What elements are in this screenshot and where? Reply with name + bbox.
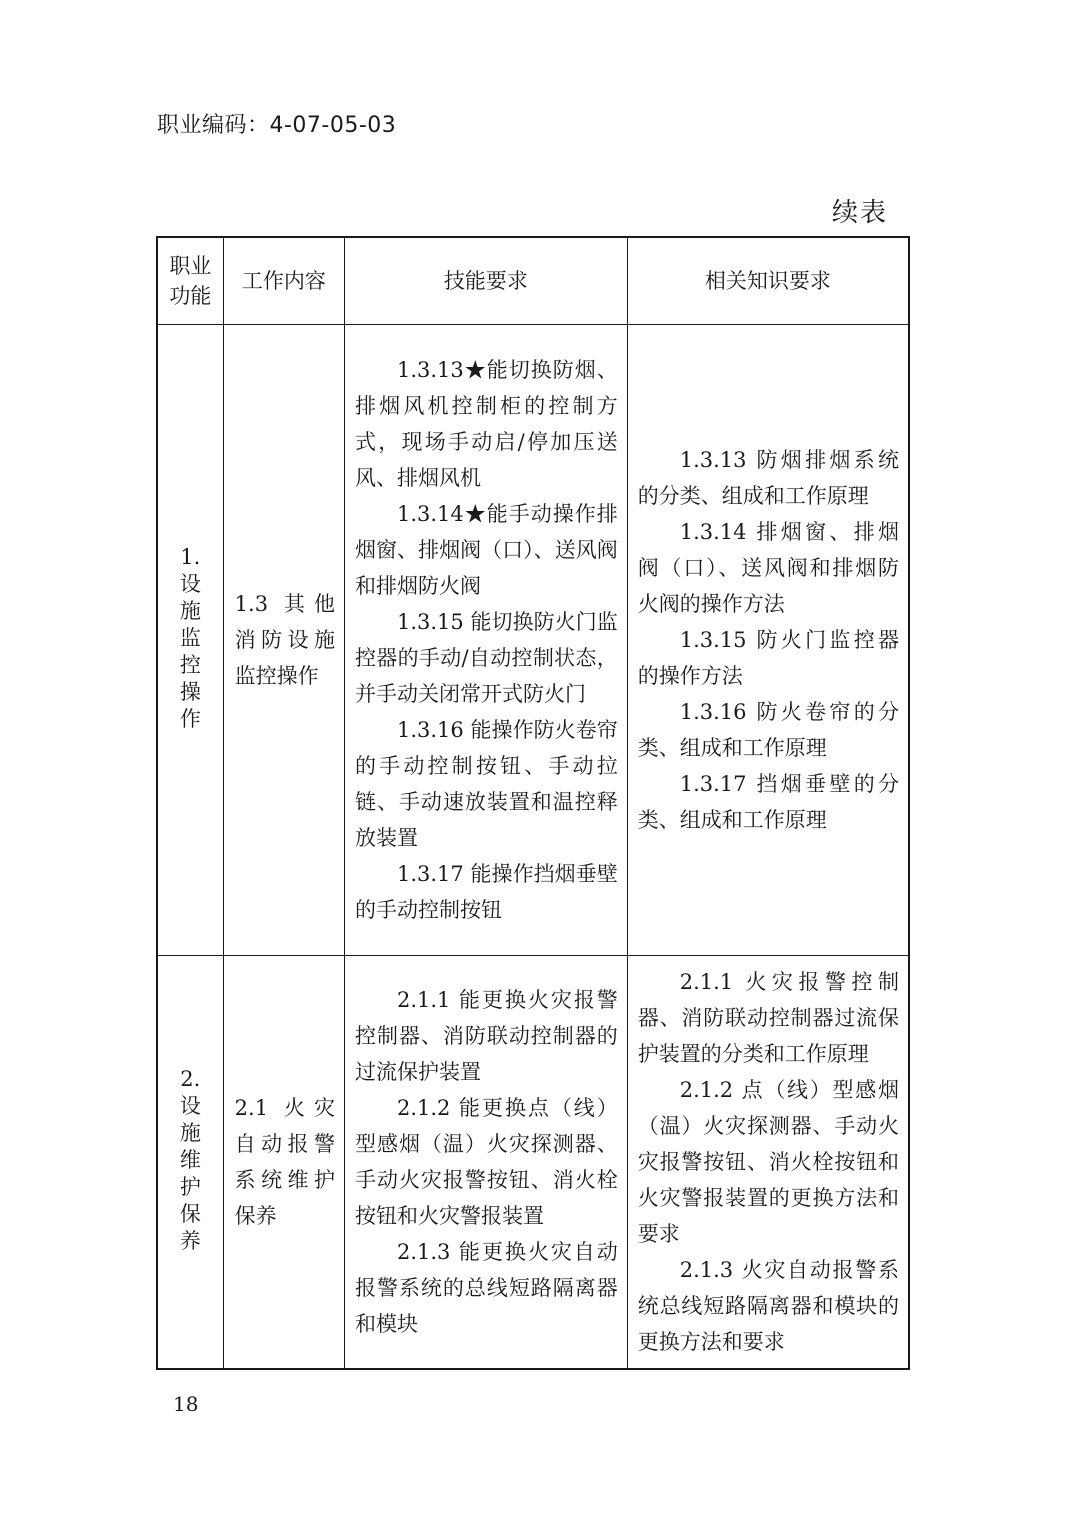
occupation-code: 职业编码：4-07-05-03 — [157, 113, 397, 138]
work-content-cell: 2.1 火灾自动报警系统维护保养 — [223, 956, 344, 1370]
table-row — [157, 956, 909, 1370]
skill-item: 1.3.17 能操作挡烟垂壁的手动控制按钮 — [354, 862, 618, 922]
skills-cell — [344, 956, 627, 1370]
knowledge-cell — [627, 325, 909, 956]
knowledge-cell — [627, 956, 909, 1370]
skill-item: 1.3.15 能切换防火门监控器的手动/自动控制状态，并手动关闭常开式防火门 — [354, 610, 618, 706]
knowledge-item: 2.1.1 火灾报警控制器、消防联动控制器过流保护装置的分类和工作原理 — [637, 970, 899, 1066]
header-skill-requirements: 技能要求 — [344, 237, 627, 325]
skill-item: 1.3.16 能操作防火卷帘的手动控制按钮、手动拉链、手动速放装置和温控释放装置 — [354, 718, 618, 850]
continuation-label: 续表 — [832, 198, 889, 228]
knowledge-item: 1.3.16 防火卷帘的分类、组成和工作原理 — [637, 700, 899, 760]
competency-table — [156, 236, 910, 1370]
knowledge-item: 1.3.14 排烟窗、排烟阀（口）、送风阀和排烟防火阀的操作方法 — [637, 520, 899, 616]
function-cell — [157, 325, 223, 956]
skill-item: 2.1.1 能更换火灾报警控制器、消防联动控制器的过流保护装置 — [354, 988, 618, 1084]
knowledge-item: 2.1.3 火灾自动报警系统总线短路隔离器和模块的更换方法和要求 — [637, 1258, 899, 1354]
skill-item: 1.3.14★能手动操作排烟窗、排烟阀（口）、送风阀和排烟防火阀 — [354, 502, 618, 598]
table-row — [157, 325, 909, 956]
header-knowledge-requirements: 相关知识要求 — [627, 237, 909, 325]
skill-item: 2.1.3 能更换火灾自动报警系统的总线短路隔离器和模块 — [354, 1240, 618, 1336]
header-work-content: 工作内容 — [223, 237, 344, 325]
work-content-cell: 1.3 其他消防设施监控操作 — [223, 325, 344, 956]
skill-item: 1.3.13★能切换防烟、排烟风机控制柜的控制方式，现场手动启/停加压送风、排烟风机 — [354, 358, 618, 490]
function-label: 2.设施维护保养 — [179, 1066, 201, 1253]
knowledge-item: 2.1.2 点（线）型感烟（温）火灾探测器、手动火灾报警按钮、消火栓按钮和火灾警报装置的更换方法和要求 — [637, 1078, 899, 1246]
function-cell — [157, 956, 223, 1370]
table-header-row — [157, 237, 909, 325]
knowledge-item: 1.3.15 防火门监控器的操作方法 — [637, 628, 899, 688]
skills-cell — [344, 325, 627, 956]
page-number: 18 — [173, 1392, 199, 1416]
header-function: 职业功能 — [157, 237, 223, 325]
knowledge-item: 1.3.17 挡烟垂壁的分类、组成和工作原理 — [637, 772, 899, 832]
skill-item: 2.1.2 能更换点（线）型感烟（温）火灾探测器、手动火灾报警按钮、消火栓按钮和火灾警报装置 — [354, 1096, 618, 1228]
function-label: 1.设施监控操作 — [179, 544, 201, 731]
knowledge-item: 1.3.13 防烟排烟系统的分类、组成和工作原理 — [637, 448, 899, 508]
